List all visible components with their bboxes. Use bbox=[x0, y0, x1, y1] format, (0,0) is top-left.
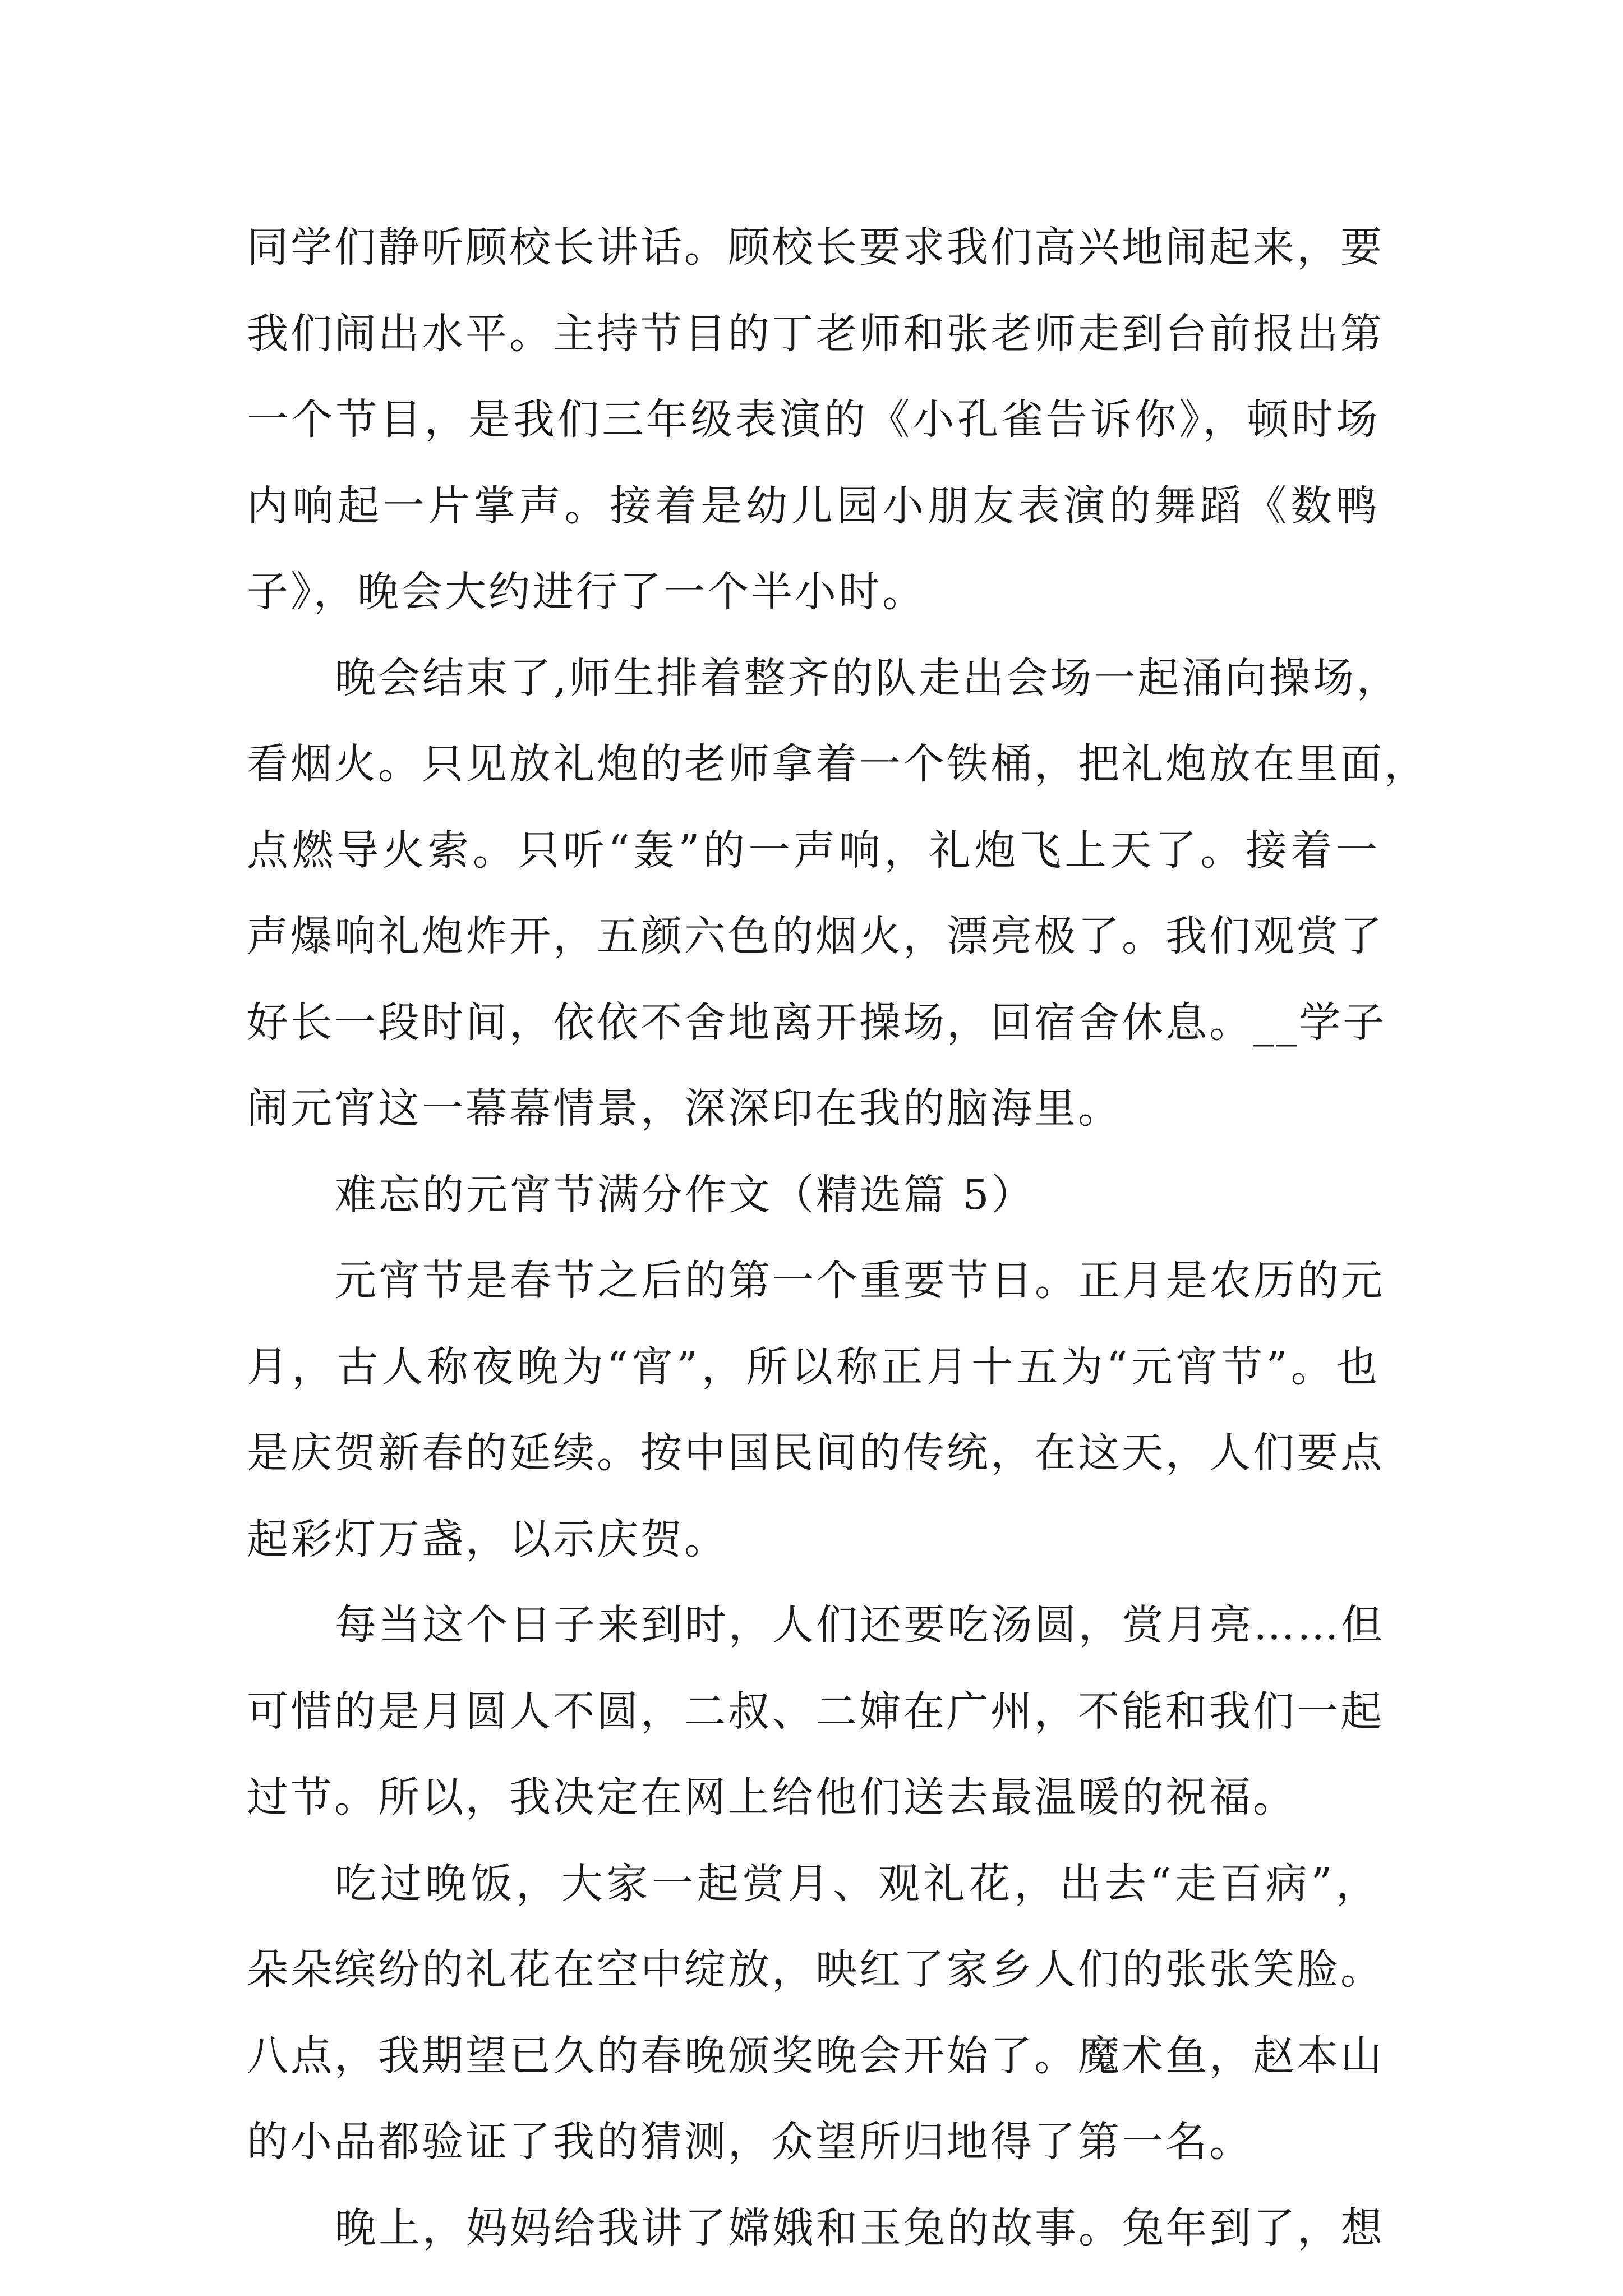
text-line: 吃过晚饭，大家一起赏月、观礼花，出去“走百病”， bbox=[335, 1859, 1380, 1908]
text-line: 是庆贺新春的延续。按中国民间的传统，在这天，人们要点 bbox=[247, 1429, 1384, 1477]
text-line: 声爆响礼炮炸开，五颜六色的烟火，漂亮极了。我们观赏了 bbox=[247, 912, 1384, 960]
text-line: 点燃导火索。只听“轰”的一声响，礼炮飞上天了。接着一 bbox=[247, 826, 1380, 875]
text-line: 月，古人称夜晚为“宵”，所以称正月十五为“元宵节”。也 bbox=[247, 1342, 1380, 1391]
text-line: 晚上，妈妈给我讲了嫦娥和玉兔的故事。兔年到了，想 bbox=[335, 2203, 1385, 2252]
text-line: 起彩灯万盏，以示庆贺。 bbox=[247, 1515, 728, 1563]
text-line: 八点，我期望已久的春晚颁奖晚会开始了。魔术鱼，赵本山 bbox=[247, 2031, 1384, 2080]
text-line: 内响起一片掌声。接着是幼儿园小朋友表演的舞蹈《数鸭 bbox=[247, 481, 1380, 530]
text-line: 每当这个日子来到时，人们还要吃汤圆，赏月亮……但 bbox=[335, 1601, 1385, 1649]
text-line: 元宵节是春节之后的第一个重要节日。正月是农历的元 bbox=[335, 1257, 1385, 1305]
text-line: 的小品都验证了我的猜测，众望所归地得了第一名。 bbox=[247, 2118, 1253, 2166]
text-line: 朵朵缤纷的礼花在空中绽放，映红了家乡人们的张张笑脸。 bbox=[247, 1945, 1384, 1994]
text-line: 一个节目，是我们三年级表演的《小孔雀告诉你》，顿时场 bbox=[247, 395, 1380, 444]
text-line: 晚会结束了,师生排着整齐的队走出会场一起涌向操场， bbox=[335, 654, 1400, 702]
text-line: 同学们静听顾校长讲话。顾校长要求我们高兴地闹起来，要 bbox=[247, 223, 1384, 272]
text-line: 子》，晚会大约进行了一个半小时。 bbox=[247, 568, 926, 616]
text-line: 过节。所以，我决定在网上给他们送去最温暖的祝福。 bbox=[247, 1773, 1297, 1821]
text-line: 闹元宵这一幕幕情景，深深印在我的脑海里。 bbox=[247, 1084, 1122, 1133]
section-heading: 难忘的元宵节满分作文（精选篇 5） bbox=[335, 1170, 1035, 1219]
text-line: 看烟火。只见放礼炮的老师拿着一个铁桶，把礼炮放在里面， bbox=[247, 740, 1428, 788]
text-line: 我们闹出水平。主持节目的丁老师和张老师走到台前报出第 bbox=[247, 309, 1384, 358]
essay-text bbox=[247, 205, 1428, 2271]
text-line: 好长一段时间，依依不舍地离开操场，回宿舍休息。__学子 bbox=[247, 998, 1386, 1047]
text-line: 可惜的是月圆人不圆，二叔、二婶在广州，不能和我们一起 bbox=[247, 1687, 1384, 1736]
